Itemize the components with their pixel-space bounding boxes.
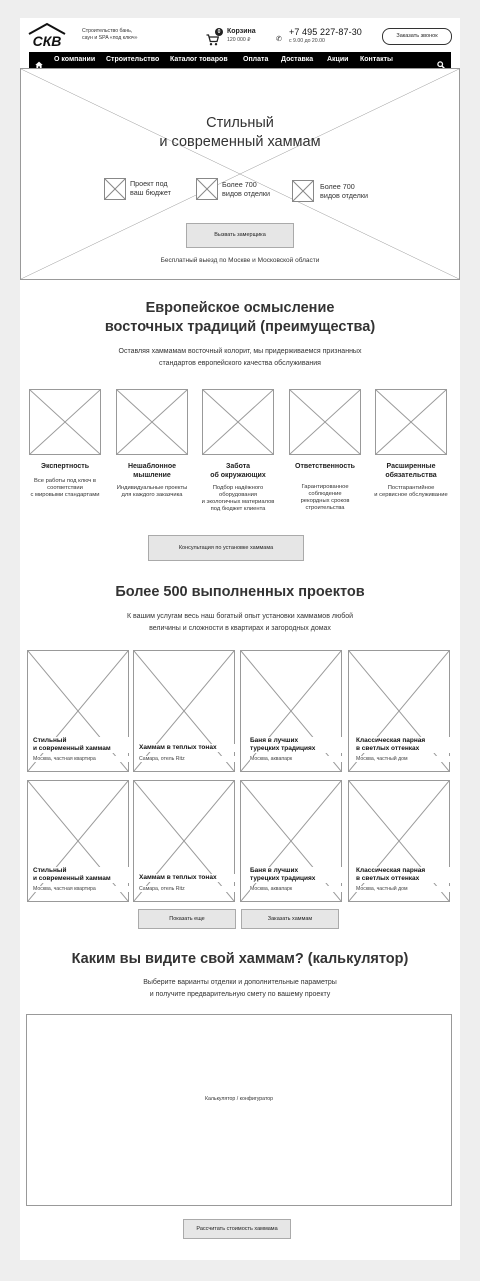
advantage-desc-line: Подбор надёжного (212, 485, 264, 491)
project-title-line: Хаммам в теплых тонах (139, 874, 217, 881)
feature-image-placeholder (104, 178, 126, 200)
advantage-description (108, 485, 196, 499)
project-card[interactable] (27, 650, 129, 772)
feature-finishes (222, 181, 270, 198)
advantage-desc-line: строительства (305, 505, 345, 511)
advantage-title (367, 463, 455, 480)
page (20, 18, 460, 1260)
project-title (33, 737, 129, 753)
show-more-button[interactable]: Показать еще (138, 909, 236, 929)
advantages-subtitle-line: Оставляя хаммамам восточный колорит, мы придерживаемся признанных (118, 348, 362, 355)
calculate-price-button[interactable]: Рассчитать стоимость хаммама (183, 1219, 291, 1239)
project-title-line: Баня в лучших (250, 737, 299, 744)
calculator-widget[interactable] (26, 1014, 452, 1206)
project-title (356, 737, 452, 753)
feature-line: Проект под (130, 179, 168, 188)
projects-subtitle-line: величины и сложности в квартирах и загородных домах (149, 625, 331, 632)
advantages-subtitle (20, 346, 460, 370)
advantage-image-placeholder (289, 389, 361, 455)
feature-line: Более 700 (222, 180, 257, 189)
advantage-title (281, 463, 369, 472)
advantage-title (21, 463, 109, 472)
feature-line: видов отделки (222, 188, 271, 198)
project-card[interactable] (27, 780, 129, 902)
nav-item-payment[interactable]: Оплата (243, 56, 269, 63)
project-card[interactable] (240, 650, 342, 772)
nav-item-construction[interactable]: Строительство (106, 56, 160, 63)
advantage-title-line: Экспертность (40, 463, 90, 470)
project-title-line: в светлых оттенках (356, 745, 420, 752)
advantages-subtitle-line: стандартов европейского качества обслуживания (159, 360, 321, 367)
calculator-title: Каким вы видите свой хаммам? (калькулятор) (71, 951, 409, 967)
cart-sum: 120 000 ₽ (227, 37, 251, 43)
projects-subtitle (20, 611, 460, 635)
feature-finishes (320, 183, 368, 200)
phone-number[interactable]: +7 495 227-87-30 (289, 27, 362, 37)
advantage-title-line: Забота (225, 463, 251, 470)
nav-item-contacts[interactable]: Контакты (360, 56, 394, 63)
project-card[interactable] (240, 780, 342, 902)
working-hours: с 9.00 до 20.00 (289, 38, 325, 44)
advantage-image-placeholder (202, 389, 274, 455)
advantage-desc-line: для каждого заказчика (121, 492, 183, 498)
feature-image-placeholder (292, 180, 314, 202)
advantage-desc-line: Индивидуальные проекты (116, 485, 188, 491)
advantage-desc-line: под бюджет клиента (210, 506, 266, 512)
logo-text: СКВ (32, 33, 62, 49)
project-location: Самара, отель Ritz (139, 756, 235, 762)
calculator-placeholder-label: Калькулятор / конфигуратор (204, 1096, 274, 1102)
advantage-desc-line: с мировыми стандартами (30, 492, 100, 498)
project-title-line: и современный хаммам (33, 875, 111, 882)
project-title (139, 744, 235, 752)
advantage-title (108, 463, 196, 480)
advantage-image-placeholder (375, 389, 447, 455)
project-card[interactable] (348, 650, 450, 772)
advantage-desc-line: соответствии (47, 485, 83, 491)
advantages-title-line: Европейское осмысление (145, 300, 335, 316)
advantage-title-line: Нешаблонное (127, 463, 177, 470)
advantage-title-line: мышление (133, 471, 171, 479)
hero-title-line: и современный хаммам (159, 134, 321, 150)
project-location: Москва, аквапарк (250, 756, 346, 762)
project-location: Москва, частная квартира (33, 756, 129, 762)
project-card[interactable] (133, 650, 235, 772)
advantages-title-line: восточных традиций (преимущества) (104, 319, 376, 335)
project-title (250, 867, 346, 883)
calculator-subtitle-line: Выберите варианты отделки и дополнительные параметры (143, 979, 337, 986)
advantage-desc-line: соблюдение (308, 491, 342, 497)
feature-image-placeholder (196, 178, 218, 200)
logo-icon[interactable] (27, 21, 67, 49)
hero-note: Бесплатный выезд по Москве и Московской области (160, 257, 320, 264)
home-icon[interactable] (35, 56, 43, 64)
company-tagline (82, 28, 162, 42)
advantage-desc-line: оборудования (218, 492, 258, 498)
project-card[interactable] (133, 780, 235, 902)
project-title-line: Классическая парная (356, 737, 426, 744)
advantage-title-line: Расширенные (386, 463, 436, 470)
nav-item-promo[interactable]: Акции (327, 56, 349, 63)
tagline-line: саун и SPA «под ключ» (82, 35, 138, 41)
order-hammam-button[interactable]: Заказать хаммам (241, 909, 339, 929)
hero-title (20, 114, 460, 152)
advantage-desc-line: Гарантированное (301, 484, 349, 490)
advantage-image-placeholder (29, 389, 101, 455)
search-icon[interactable] (437, 56, 445, 64)
advantage-desc-line: рекордных сроков (300, 498, 350, 504)
cart-label[interactable]: Корзина (227, 28, 256, 35)
calculator-subtitle-line: и получите предварительную смету по вашему проекту (149, 991, 331, 998)
advantage-desc-line: Все работы под ключ в (33, 478, 97, 484)
hero-title-line: Стильный (206, 115, 274, 131)
nav-item-catalog[interactable]: Каталог товаров (170, 56, 228, 63)
advantage-description (367, 485, 455, 499)
calculator-subtitle (20, 977, 460, 1001)
feature-budget (130, 180, 171, 197)
feature-line: Более 700 (320, 182, 355, 191)
advantage-title-line: об окружающих (210, 471, 266, 479)
advantages-title (20, 299, 460, 337)
project-title-line: и современный хаммам (33, 745, 111, 752)
call-measurer-button[interactable]: Вызвать замерщика (186, 223, 294, 248)
feature-line: видов отделки (320, 190, 369, 200)
project-card[interactable] (348, 780, 450, 902)
tagline-line: Строительство бань, (82, 28, 133, 34)
advantage-description (21, 478, 109, 499)
project-title-line: в светлых оттенках (356, 875, 420, 882)
project-title-line: Стильный (33, 737, 67, 744)
project-location: Москва, частный дом (356, 756, 452, 762)
project-title-line: турецких традициях (250, 875, 316, 882)
project-title-line: Хаммам в теплых тонах (139, 744, 217, 751)
advantage-title-line: Ответственность (295, 463, 355, 470)
advantage-image-placeholder (116, 389, 188, 455)
project-location: Москва, частная квартира (33, 886, 129, 892)
phone-icon: ✆ (276, 36, 282, 43)
project-title-line: турецких традициях (250, 745, 316, 752)
project-location: Москва, аквапарк (250, 886, 346, 892)
advantage-description (194, 485, 282, 513)
project-location: Москва, частный дом (356, 886, 452, 892)
project-title (356, 867, 452, 883)
hero-banner-placeholder (20, 68, 460, 280)
cart-count-badge: 0 (215, 28, 223, 36)
projects-subtitle-line: К вашим услугам весь наш богатый опыт установки хаммамов любой (126, 613, 354, 620)
advantage-desc-line: и сервисное обслуживание (374, 492, 448, 498)
nav-item-about[interactable]: О компании (54, 56, 96, 63)
advantage-desc-line: Постгарантийное (387, 485, 435, 491)
feature-line: ваш бюджет (130, 187, 171, 197)
project-title (250, 737, 346, 753)
nav-item-delivery[interactable]: Доставка (281, 56, 314, 63)
advantage-title-line: обязательства (385, 471, 437, 479)
advantage-desc-line: и экологичных материалов (201, 499, 275, 505)
project-title-line: Баня в лучших (250, 867, 299, 874)
project-title (33, 867, 129, 883)
projects-title: Более 500 выполненных проектов (115, 584, 365, 600)
project-location: Самара, отель Ritz (139, 886, 235, 892)
project-title (139, 874, 235, 882)
project-title-line: Стильный (33, 867, 67, 874)
consultation-button[interactable]: Консультация по установке хаммама (148, 535, 304, 561)
callback-button[interactable]: Заказать звонок (382, 28, 452, 45)
project-title-line: Классическая парная (356, 867, 426, 874)
advantage-description (281, 484, 369, 512)
advantage-title (194, 463, 282, 480)
